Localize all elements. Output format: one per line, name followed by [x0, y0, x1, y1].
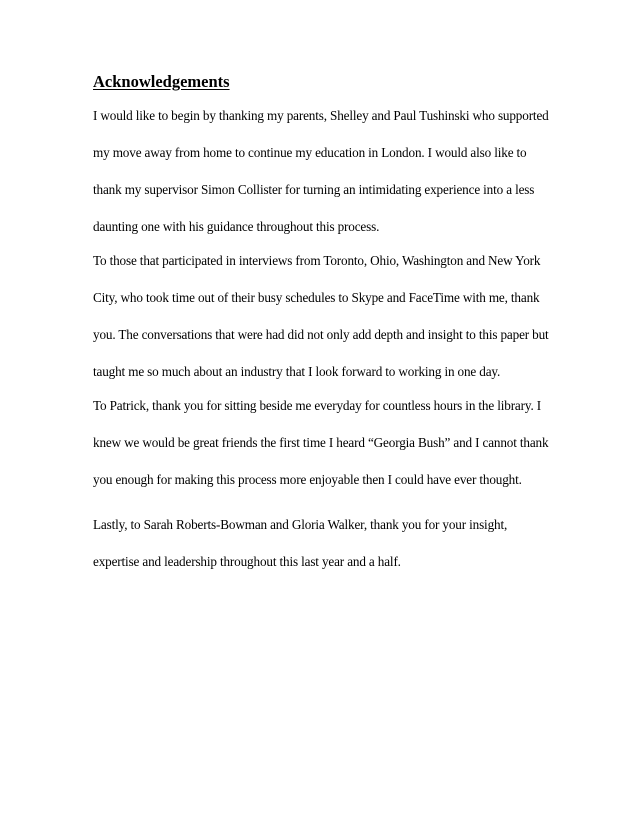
paragraph-line: To Patrick, thank you for sitting beside me everyday for countless hours in the library. I [93, 398, 542, 413]
paragraph-line: you. The conversations that were had did not only add depth and insight to this paper but [93, 327, 549, 342]
paragraph-line: taught me so much about an industry that I look forward to working in one day. [93, 364, 501, 379]
paragraph-line: To those that participated in interviews from Toronto, Ohio, Washington and New York [93, 253, 541, 268]
paragraph-interviewees [93, 253, 549, 401]
paragraph-line: expertise and leadership throughout this last year and a half. [93, 554, 401, 569]
paragraph-patrick [93, 398, 548, 509]
paragraph-line: my move away from home to continue my education in London. I would also like to [93, 145, 527, 160]
paragraph-line: you enough for making this process more enjoyable then I could have ever thought. [93, 472, 522, 487]
paragraph-parents-supervisor [93, 108, 549, 256]
paragraph-line: City, who took time out of their busy schedules to Skype and FaceTime with me, thank [93, 290, 540, 305]
paragraph-line: knew we would be great friends the first time I heard “Georgia Bush” and I cannot thank [93, 435, 549, 450]
paragraph-line: thank my supervisor Simon Collister for turning an intimidating experience into a less [93, 182, 535, 197]
paragraph-line: I would like to begin by thanking my parents, Shelley and Paul Tushinski who supported [93, 108, 549, 123]
paragraph-line: Lastly, to Sarah Roberts-Bowman and Gloria Walker, thank you for your insight, [93, 517, 508, 532]
paragraph-line: daunting one with his guidance throughout this process. [93, 219, 380, 234]
page-heading: Acknowledgements [93, 72, 230, 91]
paragraph-closing-thanks [93, 517, 507, 591]
